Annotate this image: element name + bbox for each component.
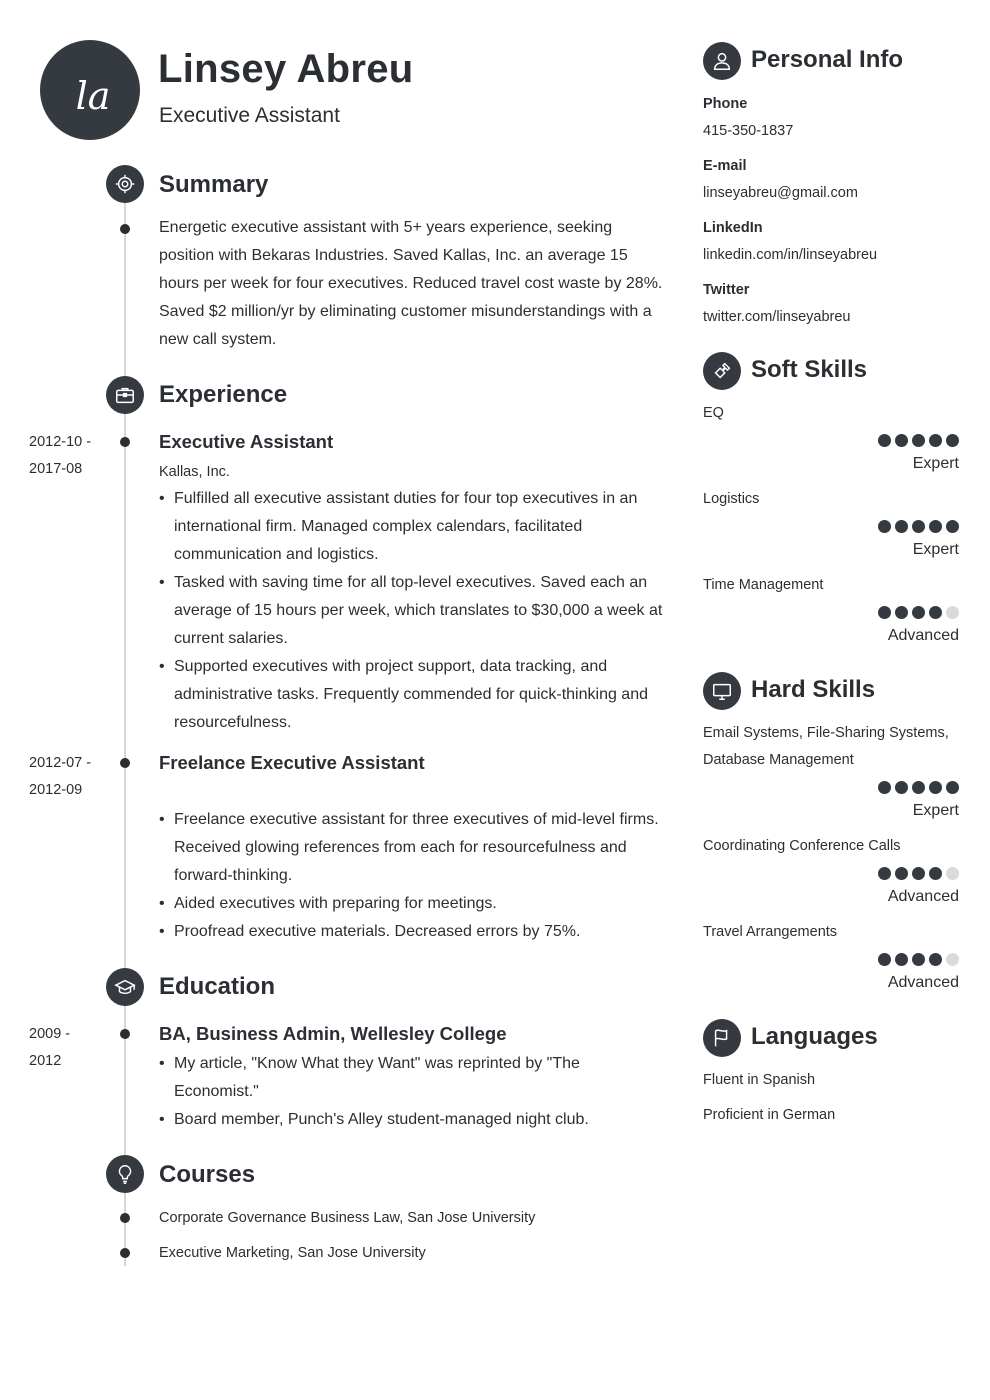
courses-heading: Courses — [159, 1161, 256, 1188]
email-label: E-mail — [703, 158, 747, 174]
skill-name: Travel Arrangements — [703, 924, 838, 940]
summary-heading: Summary — [159, 171, 269, 198]
phone-value: 415-350-1837 — [703, 123, 794, 139]
timeline-dot — [120, 1248, 130, 1258]
timeline-line — [124, 200, 126, 1266]
skill-name: Logistics — [703, 491, 760, 507]
timeline-dot — [120, 437, 130, 447]
course-item: Corporate Governance Business Law, San Jose University — [159, 1210, 536, 1226]
skill-name: Time Management — [703, 577, 824, 593]
education-date: 2009 - 2012 — [29, 1026, 71, 1069]
linkedin-label: LinkedIn — [703, 220, 763, 236]
rating-dot-filled — [912, 606, 925, 619]
rating-dot-filled — [895, 781, 908, 794]
bullet-item: • Tasked with saving time for all top-level executives. Saved each an average of 15 hours per week, which translates to $30,000 a week at current salaries. — [159, 569, 669, 653]
twitter-label: Twitter — [703, 282, 750, 298]
skill-rating — [878, 434, 959, 447]
job-bullets — [159, 485, 669, 737]
skill-level: Expert — [912, 541, 959, 558]
rating-dot-empty — [946, 606, 959, 619]
skill-name: Email Systems, File-Sharing Systems, Database Management — [703, 725, 949, 768]
skill-name: EQ — [703, 405, 724, 421]
job-title: Executive Assistant — [159, 431, 334, 452]
job-date: 2012-07 - 2012-09 — [29, 755, 92, 798]
skill-level: Advanced — [887, 974, 959, 991]
bullet-item: • My article, "Know What they Want" was reprinted by "The Economist." — [159, 1050, 669, 1106]
rating-dot-empty — [946, 953, 959, 966]
rating-dot-filled — [946, 781, 959, 794]
skill-level: Expert — [912, 455, 959, 472]
rating-dot-filled — [912, 434, 925, 447]
user-icon — [703, 42, 741, 80]
twitter-value: twitter.com/linseyabreu — [703, 309, 851, 325]
education-bullets — [159, 1050, 669, 1134]
rating-dot-filled — [929, 434, 942, 447]
rating-dot-filled — [946, 520, 959, 533]
rating-dot-filled — [929, 781, 942, 794]
monitor-icon — [703, 672, 741, 710]
timeline-dot — [120, 224, 130, 234]
candidate-name: Linsey Abreu — [158, 47, 414, 91]
timeline-dot — [120, 758, 130, 768]
language-item: Fluent in Spanish — [703, 1072, 816, 1088]
rating-dot-filled — [878, 867, 891, 880]
flag-icon — [703, 1019, 741, 1057]
skill-rating — [878, 520, 959, 533]
hard-skills-heading: Hard Skills — [751, 676, 876, 703]
rating-dot-filled — [878, 434, 891, 447]
rating-dot-filled — [878, 520, 891, 533]
skill-level: Advanced — [887, 888, 959, 905]
personal-info-heading: Personal Info — [751, 46, 904, 73]
rating-dot-filled — [878, 781, 891, 794]
skill-level: Advanced — [887, 627, 959, 644]
timeline-dot — [120, 1213, 130, 1223]
rating-dot-filled — [929, 953, 942, 966]
soft-skills-heading: Soft Skills — [751, 356, 868, 383]
monogram-avatar — [40, 40, 140, 140]
rating-dot-filled — [895, 953, 908, 966]
rating-dot-filled — [878, 606, 891, 619]
bullet-item: • Aided executives with preparing for meetings. — [159, 890, 669, 918]
skill-level: Expert — [912, 802, 959, 819]
rating-dot-filled — [895, 520, 908, 533]
job-title: Freelance Executive Assistant — [159, 752, 425, 773]
timeline-dot — [120, 1029, 130, 1039]
rating-dot-filled — [929, 520, 942, 533]
rating-dot-filled — [895, 606, 908, 619]
skill-name: Coordinating Conference Calls — [703, 838, 901, 854]
course-item: Executive Marketing, San Jose University — [159, 1245, 426, 1261]
experience-heading: Experience — [159, 381, 288, 408]
rating-dot-filled — [929, 606, 942, 619]
monogram-text: la — [75, 74, 111, 118]
education-degree: BA, Business Admin, Wellesley College — [159, 1023, 507, 1044]
rating-dot-filled — [895, 867, 908, 880]
skill-rating — [878, 606, 959, 619]
rating-dot-filled — [895, 434, 908, 447]
job-company: Kallas, Inc. — [159, 464, 230, 480]
languages-heading: Languages — [751, 1023, 878, 1050]
email-value: linseyabreu@gmail.com — [703, 185, 858, 201]
puzzle-icon — [703, 352, 741, 390]
language-item: Proficient in German — [703, 1107, 836, 1123]
bullet-item: • Fulfilled all executive assistant duties for four top executives in an international firm. Managed complex calendars, facilitated communication and logistics. — [159, 485, 669, 569]
lightbulb-icon — [106, 1155, 144, 1193]
briefcase-icon — [106, 376, 144, 414]
job-bullets — [159, 806, 669, 946]
rating-dot-filled — [912, 781, 925, 794]
skill-rating — [878, 781, 959, 794]
rating-dot-filled — [929, 867, 942, 880]
rating-dot-filled — [912, 867, 925, 880]
summary-text: Energetic executive assistant with 5+ years experience, seeking position with Bekaras Industries. Saved Kallas, Inc. an average 15 hours per week for four executives. Reduced travel cost waste by 28%. Saved $2 million/yr by eliminating customer misunderstandings with a new call system. — [159, 219, 663, 348]
graduation-cap-icon — [106, 968, 144, 1006]
bullet-item: • Supported executives with project support, data tracking, and administrative tasks. Frequently commended for quick-thinking and resourcefulness. — [159, 653, 669, 737]
bullet-item: • Board member, Punch's Alley student-managed night club. — [159, 1106, 669, 1134]
candidate-title: Executive Assistant — [159, 104, 340, 127]
rating-dot-filled — [878, 953, 891, 966]
phone-label: Phone — [703, 96, 748, 112]
rating-dot-filled — [912, 520, 925, 533]
education-heading: Education — [159, 973, 276, 1000]
linkedin-value: linkedin.com/in/linseyabreu — [703, 247, 878, 263]
rating-dot-empty — [946, 867, 959, 880]
rating-dot-filled — [946, 434, 959, 447]
job-date: 2012-10 - 2017-08 — [29, 434, 92, 477]
skill-rating — [878, 953, 959, 966]
bullet-item: • Freelance executive assistant for three executives of mid-level firms. Received glowing references from each for resourcefulness and forward-thinking. — [159, 806, 669, 890]
rating-dot-filled — [912, 953, 925, 966]
skill-rating — [878, 867, 959, 880]
target-icon — [106, 165, 144, 203]
bullet-item: • Proofread executive materials. Decreased errors by 75%. — [159, 918, 669, 946]
